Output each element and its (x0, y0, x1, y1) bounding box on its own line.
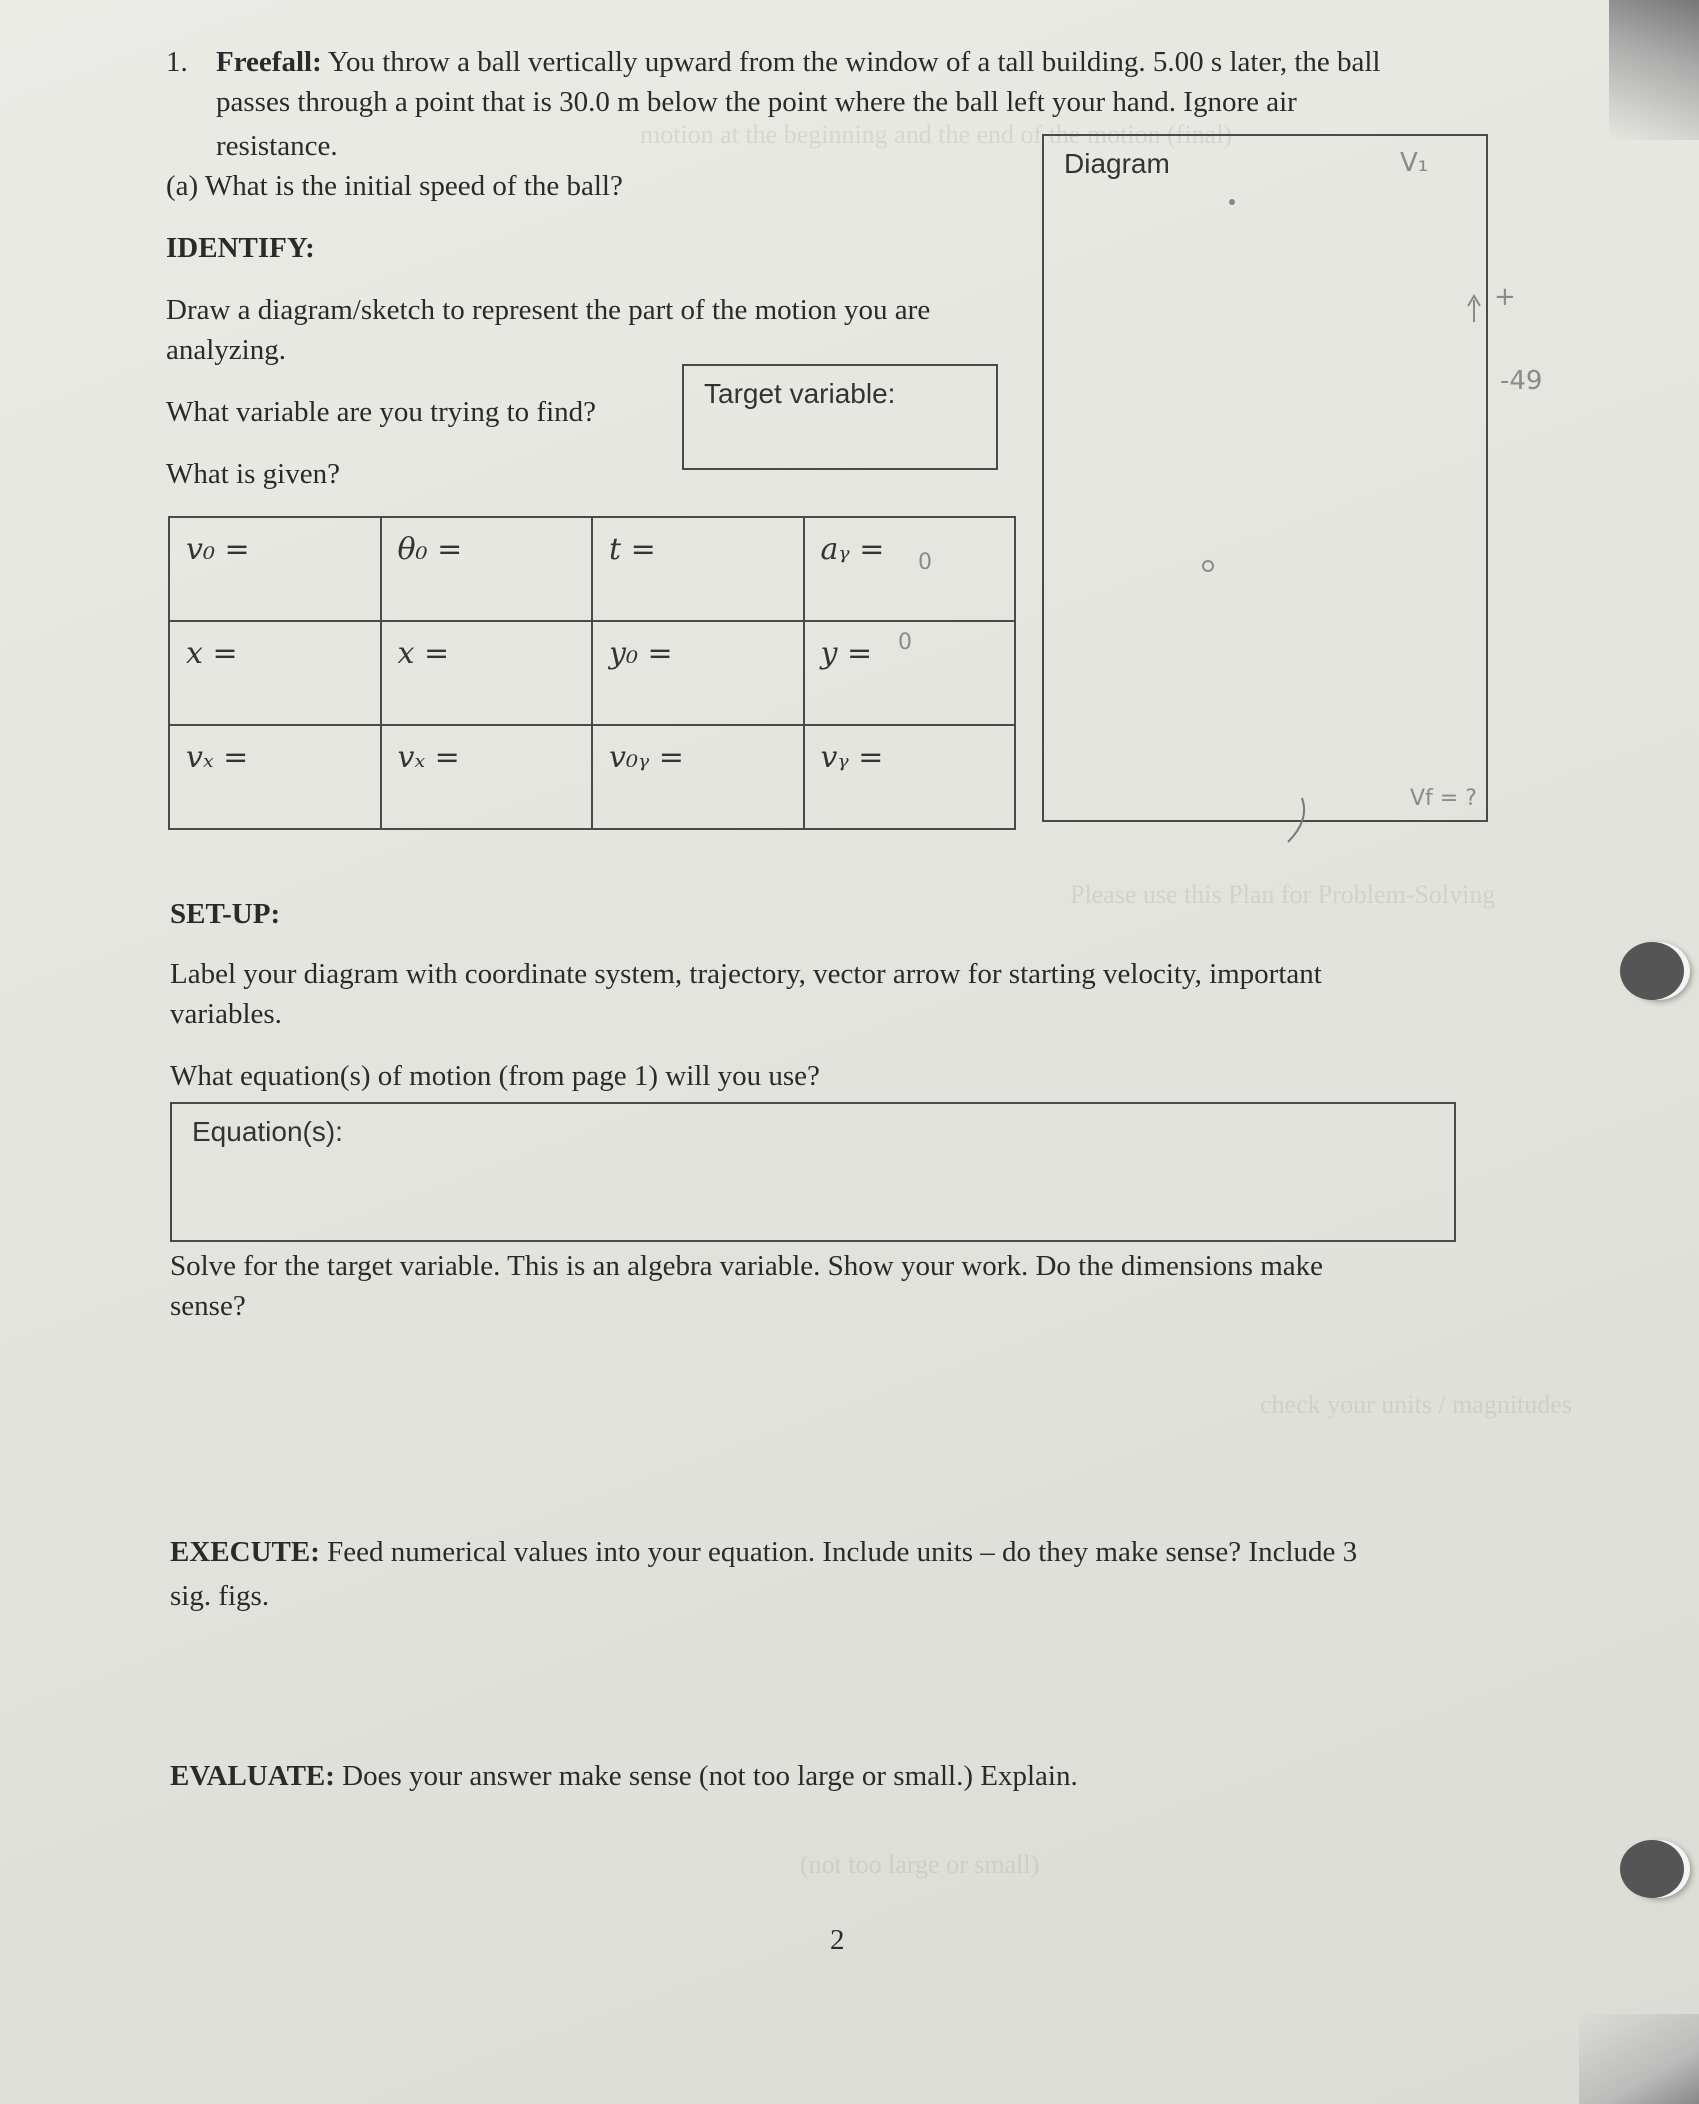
bleed-through-text: check your units / magnitudes (1260, 1390, 1572, 1419)
table-row (169, 621, 1015, 725)
page-shadow (1609, 0, 1699, 140)
execute-text-line2: sig. figs. (170, 1580, 270, 1612)
problem-text-line3: resistance. (216, 130, 338, 162)
y0-cell[interactable]: y₀ = (592, 621, 804, 725)
diagram-sketch (1040, 130, 1560, 850)
handwritten-plus: + (1494, 282, 1516, 312)
vx-cell[interactable]: vₓ = (169, 725, 381, 829)
y-cell[interactable]: y = (804, 621, 1016, 725)
problem-number: 1. (166, 46, 188, 78)
vy-cell[interactable]: vᵧ = (804, 725, 1016, 829)
v0-cell[interactable]: v₀ = (169, 517, 381, 621)
target-variable-label: Target variable: (704, 378, 896, 409)
setup-instruction-line2: variables. (170, 998, 282, 1030)
vx-cell-2[interactable]: vₓ = (381, 725, 593, 829)
ball-mark (1229, 199, 1235, 205)
bleed-through-text: motion at the beginning and the end of the motion (final) (640, 120, 1233, 149)
v0y-cell[interactable]: v₀ᵧ = (592, 725, 804, 829)
identify-instruction-line2: analyzing. (166, 334, 286, 366)
page-number: 2 (830, 1924, 845, 1956)
execute-text-line1: Feed numerical values into your equation. Include units – do they make sense? Include 3 (327, 1536, 1358, 1568)
handwritten-minus-49: -49 (1500, 366, 1543, 396)
diagram-label: Diagram (1064, 148, 1170, 179)
handwritten-v1: V₁ (1400, 148, 1429, 178)
binder-hole (1620, 942, 1684, 1000)
solve-instruction-line1: Solve for the target variable. This is an algebra variable. Show your work. Do the dimensions make (170, 1250, 1324, 1282)
table-row (169, 517, 1015, 621)
problem-statement (216, 42, 1516, 82)
x-cell[interactable]: x = (169, 621, 381, 725)
setup-heading: SET-UP: (170, 898, 281, 930)
identify-heading: IDENTIFY: (166, 232, 315, 264)
setup-instruction-line1: Label your diagram with coordinate system, trajectory, vector arrow for starting velocity, important (170, 958, 1322, 990)
binder-hole (1620, 1840, 1684, 1898)
handwritten-y-value: 0 (898, 630, 912, 655)
x-cell-2[interactable]: x = (381, 621, 593, 725)
evaluate-section (170, 1756, 1078, 1796)
target-variable-box[interactable] (682, 364, 998, 470)
page-shadow (1579, 2014, 1699, 2104)
ball-mark (1203, 561, 1213, 571)
bleed-through-text: (not too large or small) (800, 1850, 1040, 1879)
t-cell[interactable]: t = (592, 517, 804, 621)
find-variable-question: What variable are you trying to find? (166, 396, 597, 428)
equation-label: Equation(s): (192, 1116, 343, 1147)
handwritten-vf: Vf = ? (1410, 786, 1477, 811)
ay-cell[interactable]: aᵧ = (804, 517, 1016, 621)
execute-section (170, 1532, 1357, 1572)
handwritten-ay-value: 0 (918, 550, 932, 575)
problem-text-line1: You throw a ball vertically upward from the window of a tall building. 5.00 s later, the ball (327, 46, 1381, 78)
part-a-question: (a) What is the initial speed of the ball? (166, 170, 623, 202)
solve-instruction-line2: sense? (170, 1290, 246, 1322)
problem-text-line2: passes through a point that is 30.0 m below the point where the ball left your hand. Ignore air (216, 86, 1297, 118)
execute-heading: EXECUTE: (170, 1536, 320, 1568)
trajectory-mark (1288, 798, 1304, 842)
evaluate-text: Does your answer make sense (not too large or small.) Explain. (342, 1760, 1078, 1792)
given-question: What is given? (166, 458, 340, 490)
given-values-table (168, 516, 1016, 830)
problem-title: Freefall: (216, 46, 322, 78)
evaluate-heading: EVALUATE: (170, 1760, 335, 1792)
up-arrow-icon (1468, 296, 1480, 322)
theta0-cell[interactable]: θ₀ = (381, 517, 593, 621)
bleed-through-text: Please use this Plan for Problem-Solving (1070, 880, 1496, 909)
equation-question: What equation(s) of motion (from page 1) will you use? (170, 1060, 820, 1092)
equation-box[interactable] (170, 1102, 1456, 1242)
table-row (169, 725, 1015, 829)
identify-instruction-line1: Draw a diagram/sketch to represent the part of the motion you are (166, 294, 931, 326)
